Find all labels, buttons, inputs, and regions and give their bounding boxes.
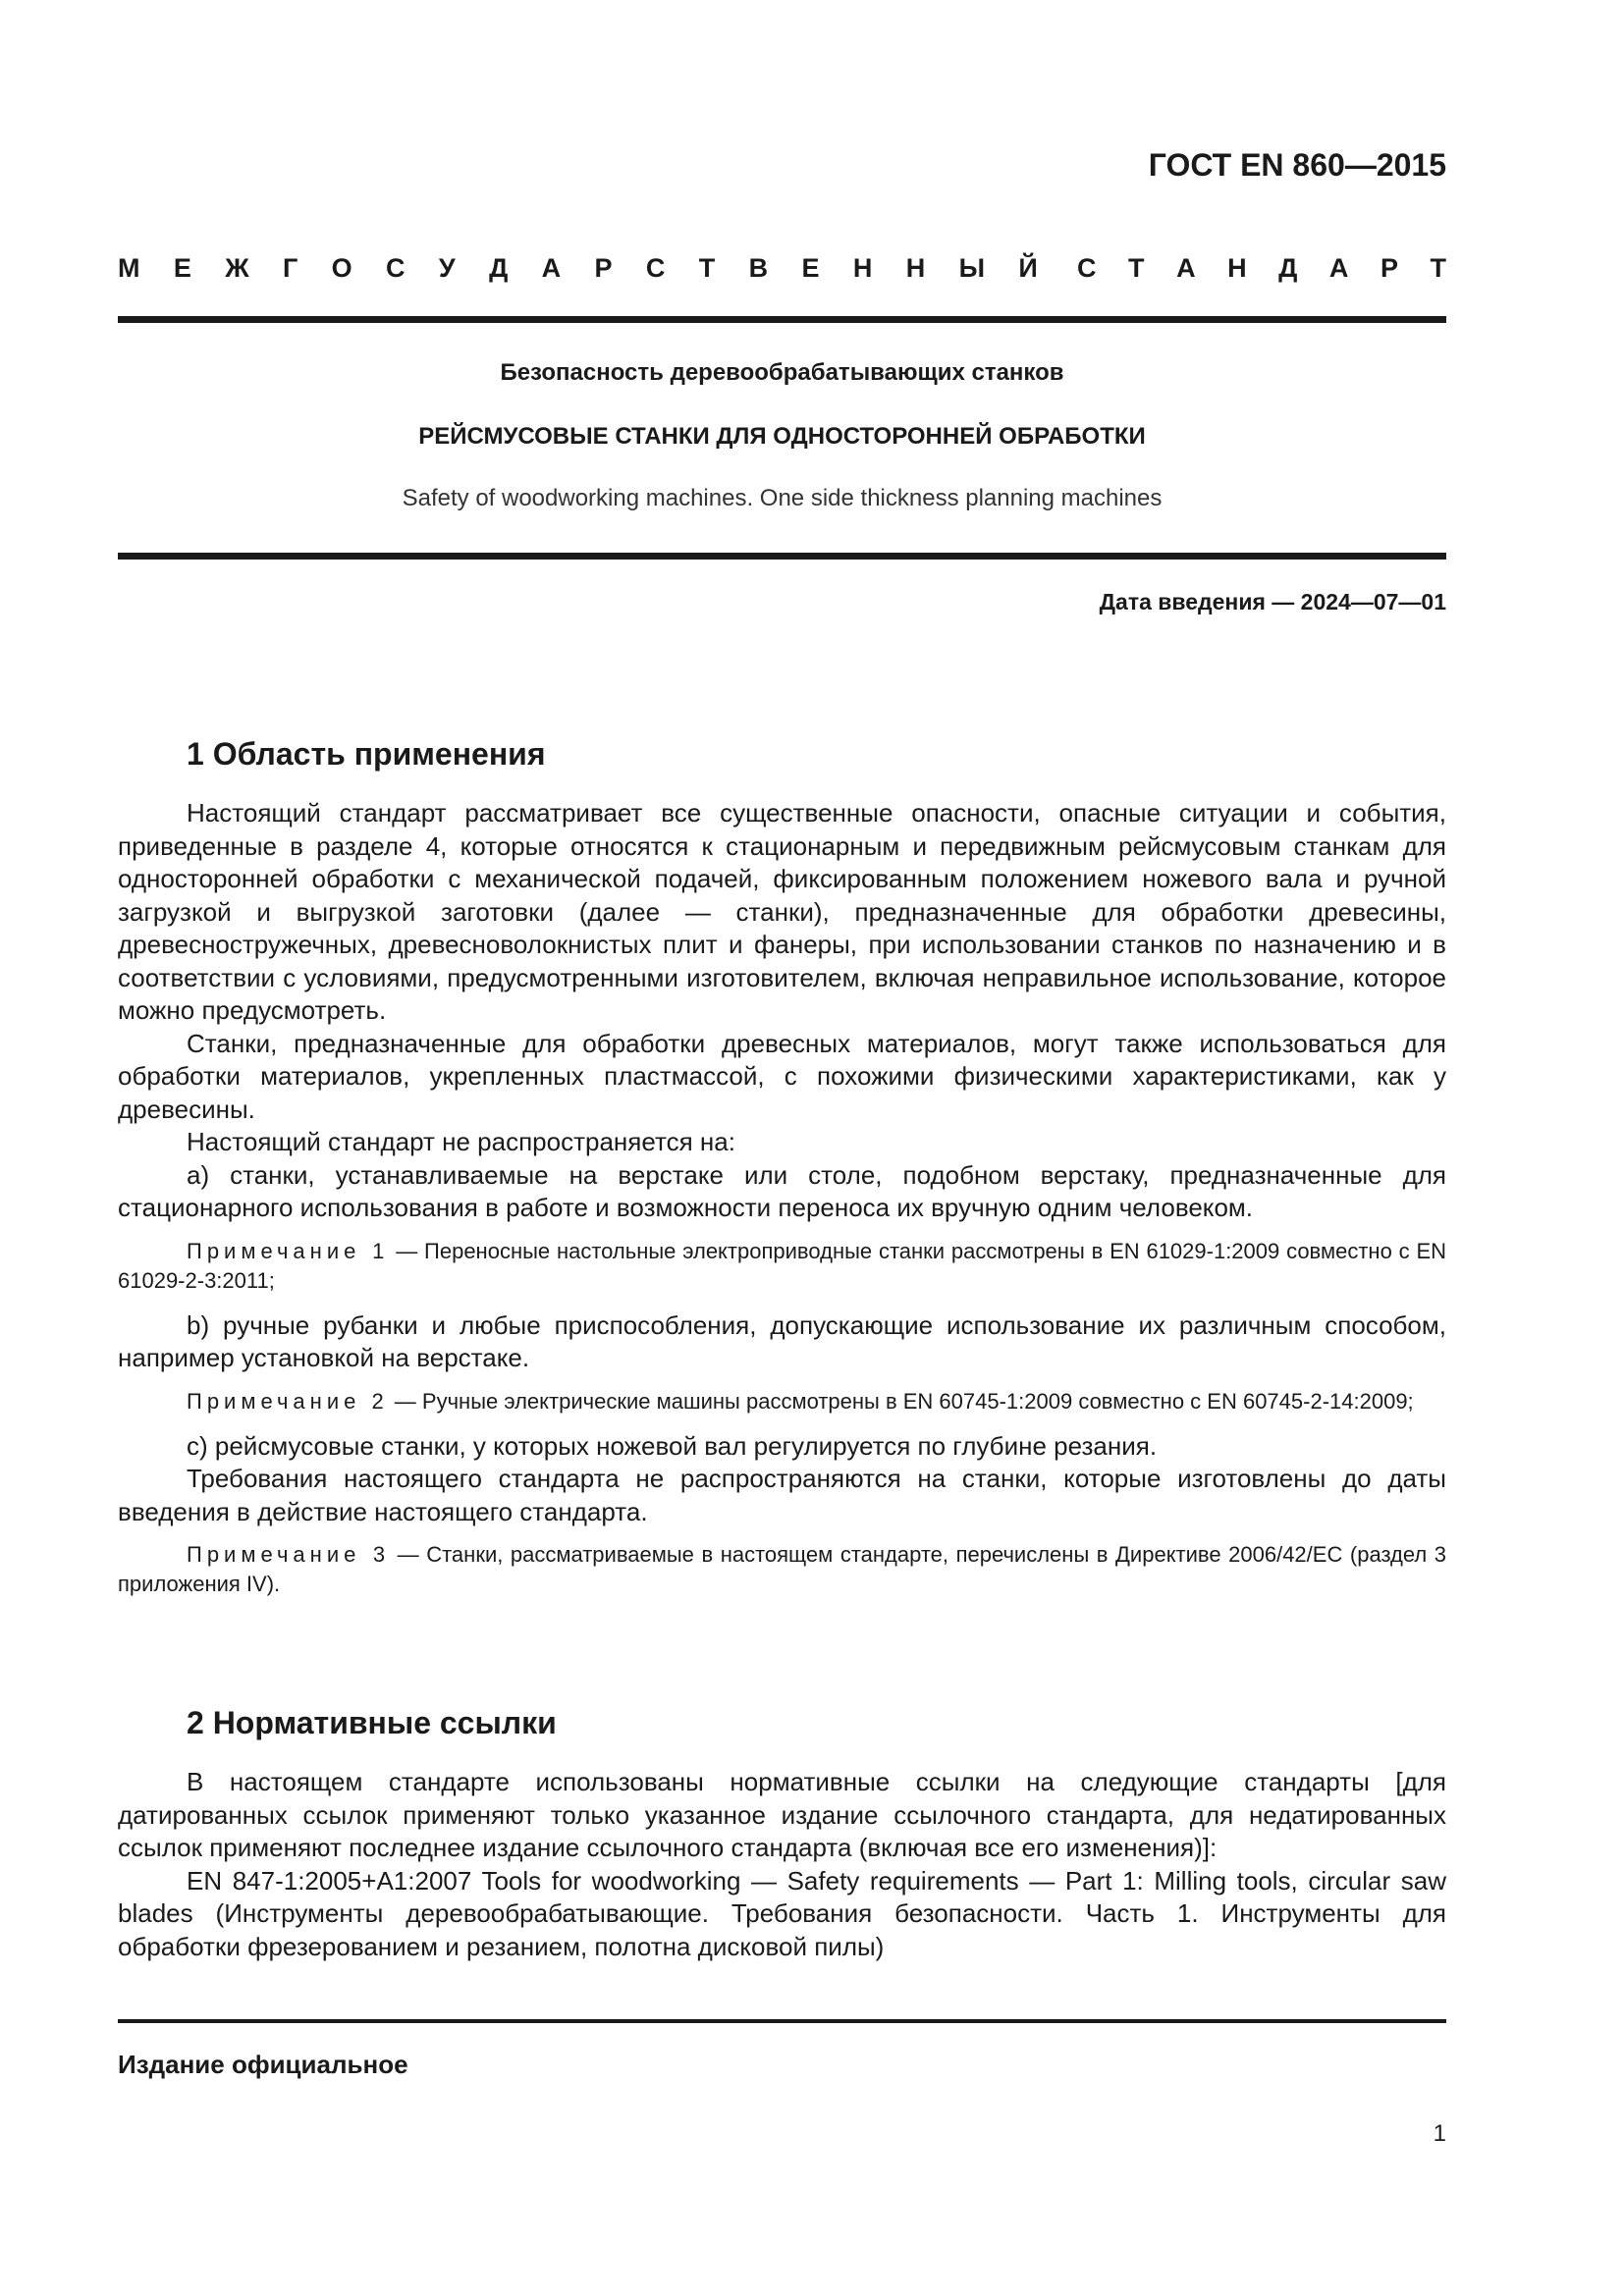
document-code: ГОСТ EN 860—2015 <box>1148 147 1446 183</box>
header-rule <box>118 316 1446 323</box>
section-1-heading: 1 Область применения <box>187 736 546 772</box>
page-number: 1 <box>1433 2120 1446 2147</box>
section-1-paragraph: Настоящий стандарт рассматривает все существенные опасности, опасные ситуации и события, приведенные в разделе 4, которые относятся к стационарным и передвижным рейсмусовым станкам для односторонней обработки с механической подачей, фиксированным положением ножевого вала и ручной загрузкой и выгрузкой заготовки (далее — станки), предназначенные для обработки древесины, древесностружечных, древесноволокнистых плит и фанеры, при использовании станков по назначению и в соответствии с условиями, предусмотренными изготовителем, включая неправильное использование, которое можно предусмотреть. <box>118 798 1446 1025</box>
note-label: Примечание 1 <box>187 1238 390 1263</box>
standard-subtitle: Безопасность деревообрабатывающих станков <box>500 359 1064 386</box>
list-item-a: а) станки, устанавливаемые на верстаке или столе, подобном верстаку, предназначенные для стационарного использования в работе и возможности переноса их вручную одним человеком. <box>118 1159 1446 1222</box>
introduction-date: Дата введения — 2024—07—01 <box>1099 589 1446 614</box>
normative-reference: EN 847-1:2005+A1:2007 Tools for woodworking — Safety requirements — Part 1: Milling tools, circular saw blades (Инструменты деревообрабатывающие. Требования безопасности. Часть 1. Инструменты для обработки фрезерованием и резанием, полотна дисковой пилы) <box>118 1865 1446 1961</box>
note-2 <box>118 1387 1446 1416</box>
interstate-word-1: М Е Ж Г О С У Д А Р С Т В Е Н Н Ы Й <box>118 253 1038 283</box>
title-rule <box>118 553 1446 560</box>
section-1-paragraph: Настоящий стандарт не распространяется на: <box>187 1127 735 1156</box>
list-item-b: b) ручные рубанки и любые приспособления, допускающие использование их различным способом, например установкой на верстаке. <box>118 1309 1446 1372</box>
section-2-heading: 2 Нормативные ссылки <box>187 1705 557 1740</box>
list-item-c: c) рейсмусовые станки, у которых ножевой вал регулируется по глубине резания. <box>187 1430 1158 1461</box>
section-1-body <box>118 797 1446 1613</box>
standard-title: РЕЙСМУСОВЫЕ СТАНКИ ДЛЯ ОДНОСТОРОННЕЙ ОБРАБОТКИ <box>418 423 1146 450</box>
section-1-paragraph: Станки, предназначенные для обработки древесных материалов, могут также использоваться для обработки материалов, укрепленных пластмассой, с похожими физическими характеристиками, как у древесины. <box>118 1028 1446 1124</box>
note-text: — Ручные электрические машины рассмотрены в EN 60745-1:2009 совместно с EN 60745-2-14:2009; <box>388 1388 1414 1414</box>
note-1 <box>118 1237 1446 1296</box>
note-text: — Переносные настольные электроприводные станки рассмотрены в EN 61029-1:2009 совместно с EN 61029-2-3:2011; <box>118 1238 1447 1293</box>
footer-rule <box>118 2019 1446 2023</box>
section-1-paragraph: Требования настоящего стандарта не распространяются на станки, которые изготовлены до даты введения в действие настоящего стандарта. <box>118 1464 1446 1526</box>
section-2-paragraph: В настоящем стандарте использованы нормативные ссылки на следующие стандарты [для датированных ссылок применяют только указанное издание ссылочного стандарта, для недатированных ссылок применяют последнее издание ссылочного стандарта (включая все его изменения)]: <box>118 1767 1446 1862</box>
interstate-standard-banner <box>118 253 1446 284</box>
note-label: Примечание 3 <box>187 1542 391 1567</box>
section-2-body <box>118 1766 1446 1963</box>
interstate-word-2: С Т А Н Д А Р Т <box>1077 253 1446 283</box>
official-edition-label: Издание официальное <box>118 2050 408 2079</box>
note-text: — Станки, рассматриваемые в настоящем стандарте, перечислены в Директиве 2006/42/ЕС (раздел 3 приложения IV). <box>118 1542 1447 1596</box>
note-3 <box>118 1540 1446 1599</box>
note-label: Примечание 2 <box>187 1388 389 1414</box>
standard-title-english: Safety of woodworking machines. One side thickness planning machines <box>402 485 1163 511</box>
